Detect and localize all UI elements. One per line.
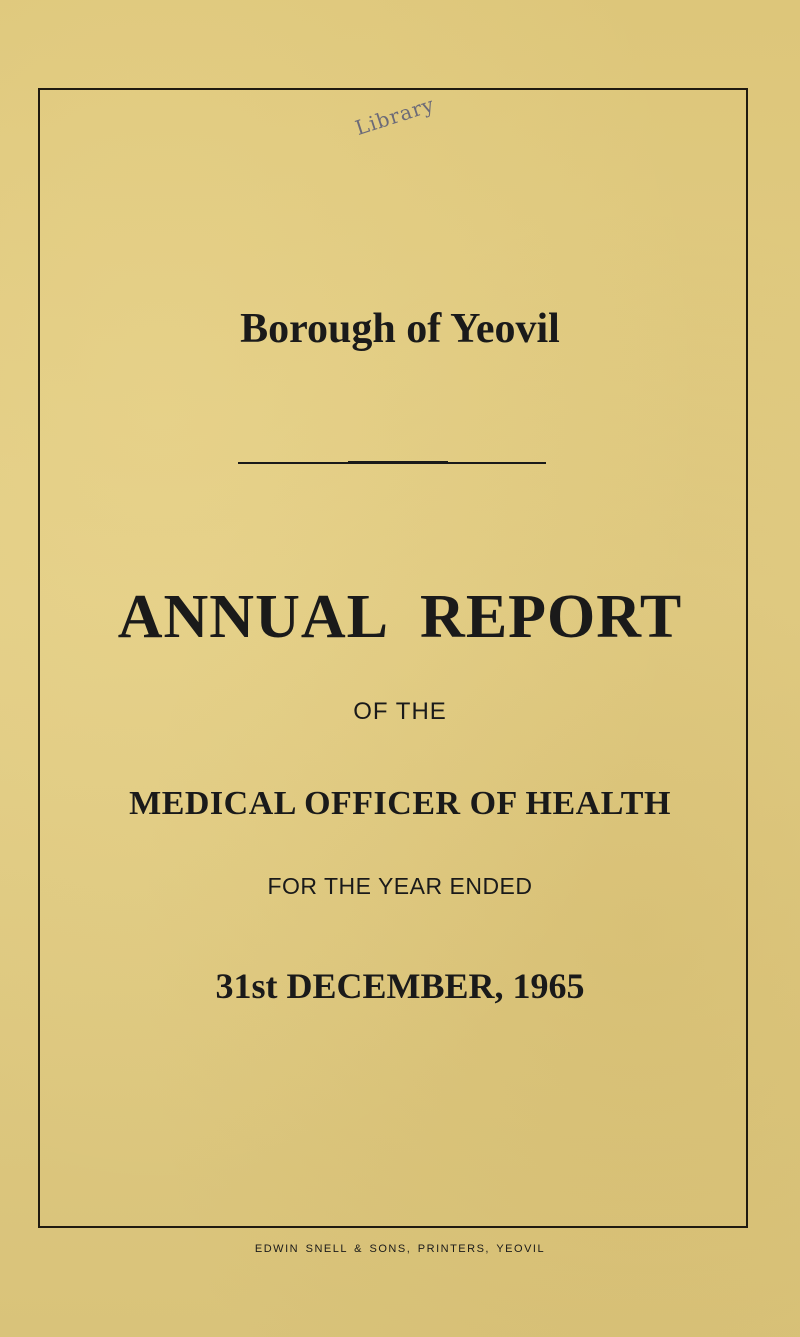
- of-the-text: OF THE: [353, 698, 447, 725]
- year-ended-text: FOR THE YEAR ENDED: [267, 873, 533, 899]
- office-title: MEDICAL OFFICER OF HEALTH: [129, 785, 671, 822]
- cover-border: [38, 88, 748, 1228]
- title-divider: [238, 462, 546, 464]
- printer-imprint: EDWIN SNELL & SONS, PRINTERS, YEOVIL: [254, 1243, 546, 1255]
- report-date: 31st DECEMBER, 1965: [215, 966, 585, 1006]
- borough-title: Borough of Yeovil: [240, 306, 560, 352]
- library-stamp: Library: [352, 91, 438, 141]
- report-heading: ANNUAL REPORT: [117, 583, 683, 651]
